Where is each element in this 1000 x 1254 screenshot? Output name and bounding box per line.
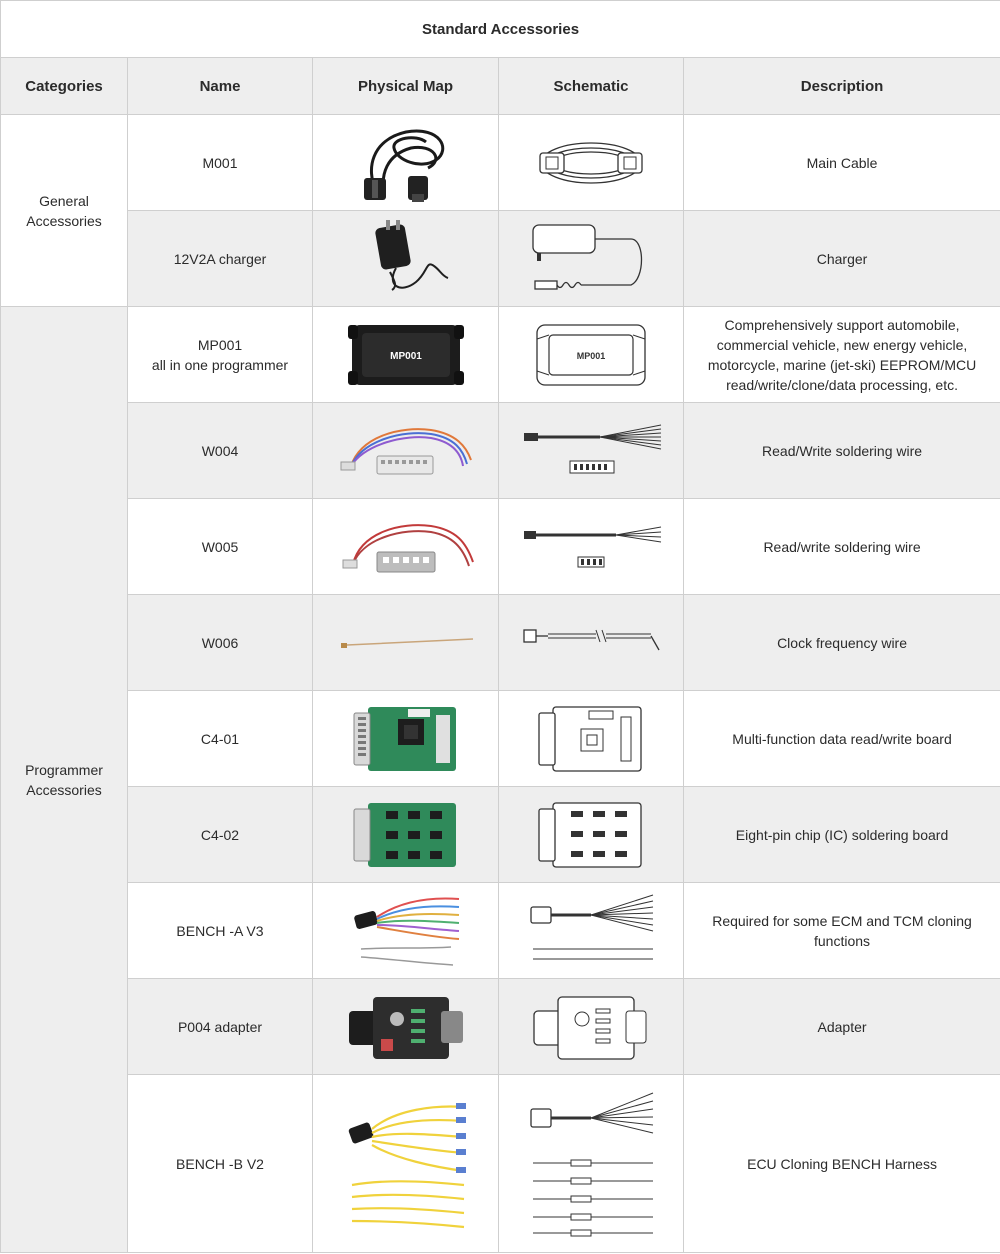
- item-name: W006: [128, 595, 313, 691]
- item-name: M001: [128, 115, 313, 211]
- item-name: W004: [128, 403, 313, 499]
- device-schematic-label: MP001: [576, 350, 606, 361]
- item-description: Comprehensively support automobile, commercial vehicle, new energy vehicle, motorcycle, marine (jet-ski) EEPROM/MCU read/write/clone/data processing, etc.: [684, 307, 1000, 403]
- table-row: [1, 307, 1000, 403]
- cable-icon: [346, 120, 466, 206]
- green-board-icon: [346, 701, 466, 777]
- table-row: [1, 211, 1000, 307]
- header-description: Description: [684, 58, 1000, 115]
- item-description: Clock frequency wire: [684, 595, 1000, 691]
- item-name-line1: MP001: [197, 336, 243, 353]
- item-description: Charger: [684, 211, 1000, 307]
- physical-map-cell: [313, 307, 499, 403]
- bench-harness-icon: [341, 891, 471, 971]
- table-title: Standard Accessories: [1, 1, 1000, 58]
- table-row: [1, 979, 1000, 1075]
- schematic-cell: [499, 883, 684, 979]
- bench-schematic-icon: [521, 891, 661, 971]
- schematic-cell: [499, 115, 684, 211]
- board-schematic-icon: [531, 797, 651, 873]
- board-schematic-icon: [531, 701, 651, 777]
- item-description: Required for some ECM and TCM cloning functions: [684, 883, 1000, 979]
- wire-harness-icon: [331, 512, 481, 582]
- item-name: BENCH -B V2: [128, 1075, 313, 1253]
- schematic-cell: [499, 1075, 684, 1253]
- table-row: [1, 691, 1000, 787]
- table-row: [1, 883, 1000, 979]
- category-programmer: Programmer Accessories: [1, 307, 128, 1253]
- device-label: MP001: [389, 350, 422, 362]
- physical-map-cell: [313, 691, 499, 787]
- schematic-cell: [499, 499, 684, 595]
- bench-schematic-icon: [521, 1089, 661, 1239]
- physical-map-cell: [313, 883, 499, 979]
- item-description: Read/write soldering wire: [684, 499, 1000, 595]
- bench-harness-icon: [336, 1089, 476, 1239]
- programmer-icon: [346, 319, 466, 391]
- item-description: Eight-pin chip (IC) soldering board: [684, 787, 1000, 883]
- item-description: Multi-function data read/write board: [684, 691, 1000, 787]
- physical-map-cell: [313, 979, 499, 1075]
- item-name: 12V2A charger: [128, 211, 313, 307]
- physical-map-cell: [313, 787, 499, 883]
- item-description: Read/Write soldering wire: [684, 403, 1000, 499]
- item-description: Main Cable: [684, 115, 1000, 211]
- charger-schematic-icon: [521, 219, 661, 299]
- table-row: [1, 787, 1000, 883]
- physical-map-cell: [313, 211, 499, 307]
- table-row: [1, 115, 1000, 211]
- physical-map-cell: [313, 115, 499, 211]
- schematic-cell: [499, 691, 684, 787]
- charger-icon: [356, 216, 456, 302]
- schematic-cell: [499, 787, 684, 883]
- schematic-cell: [499, 595, 684, 691]
- item-name: [128, 307, 313, 403]
- table-row: [1, 595, 1000, 691]
- item-name: P004 adapter: [128, 979, 313, 1075]
- item-name: C4-02: [128, 787, 313, 883]
- item-name: BENCH -A V3: [128, 883, 313, 979]
- physical-map-cell: [313, 1075, 499, 1253]
- physical-map-cell: [313, 595, 499, 691]
- header-categories: Categories: [1, 58, 128, 115]
- schematic-cell: [499, 307, 684, 403]
- physical-map-cell: [313, 403, 499, 499]
- item-name: W005: [128, 499, 313, 595]
- green-board-icon: [346, 797, 466, 873]
- item-name-line2: all in one programmer: [151, 356, 289, 373]
- programmer-schematic-icon: [531, 319, 651, 391]
- schematic-cell: [499, 403, 684, 499]
- adapter-schematic-icon: [526, 989, 656, 1065]
- adapter-icon: [341, 989, 471, 1065]
- cable-schematic-icon: [526, 133, 656, 193]
- item-description: Adapter: [684, 979, 1000, 1075]
- item-name: C4-01: [128, 691, 313, 787]
- header-name: Name: [128, 58, 313, 115]
- schematic-cell: [499, 979, 684, 1075]
- schematic-cell: [499, 211, 684, 307]
- table-row: [1, 499, 1000, 595]
- header-schematic: Schematic: [499, 58, 684, 115]
- header-physical-map: Physical Map: [313, 58, 499, 115]
- wire-schematic-icon: [516, 517, 666, 577]
- physical-map-cell: [313, 499, 499, 595]
- table-row: [1, 403, 1000, 499]
- wire-schematic-icon: [516, 421, 666, 481]
- category-general: General Accessories: [1, 115, 128, 307]
- item-description: ECU Cloning BENCH Harness: [684, 1075, 1000, 1253]
- thin-wire-icon: [331, 623, 481, 663]
- thin-wire-schematic-icon: [516, 618, 666, 668]
- table-row: [1, 1075, 1000, 1253]
- wire-harness-icon: [331, 416, 481, 486]
